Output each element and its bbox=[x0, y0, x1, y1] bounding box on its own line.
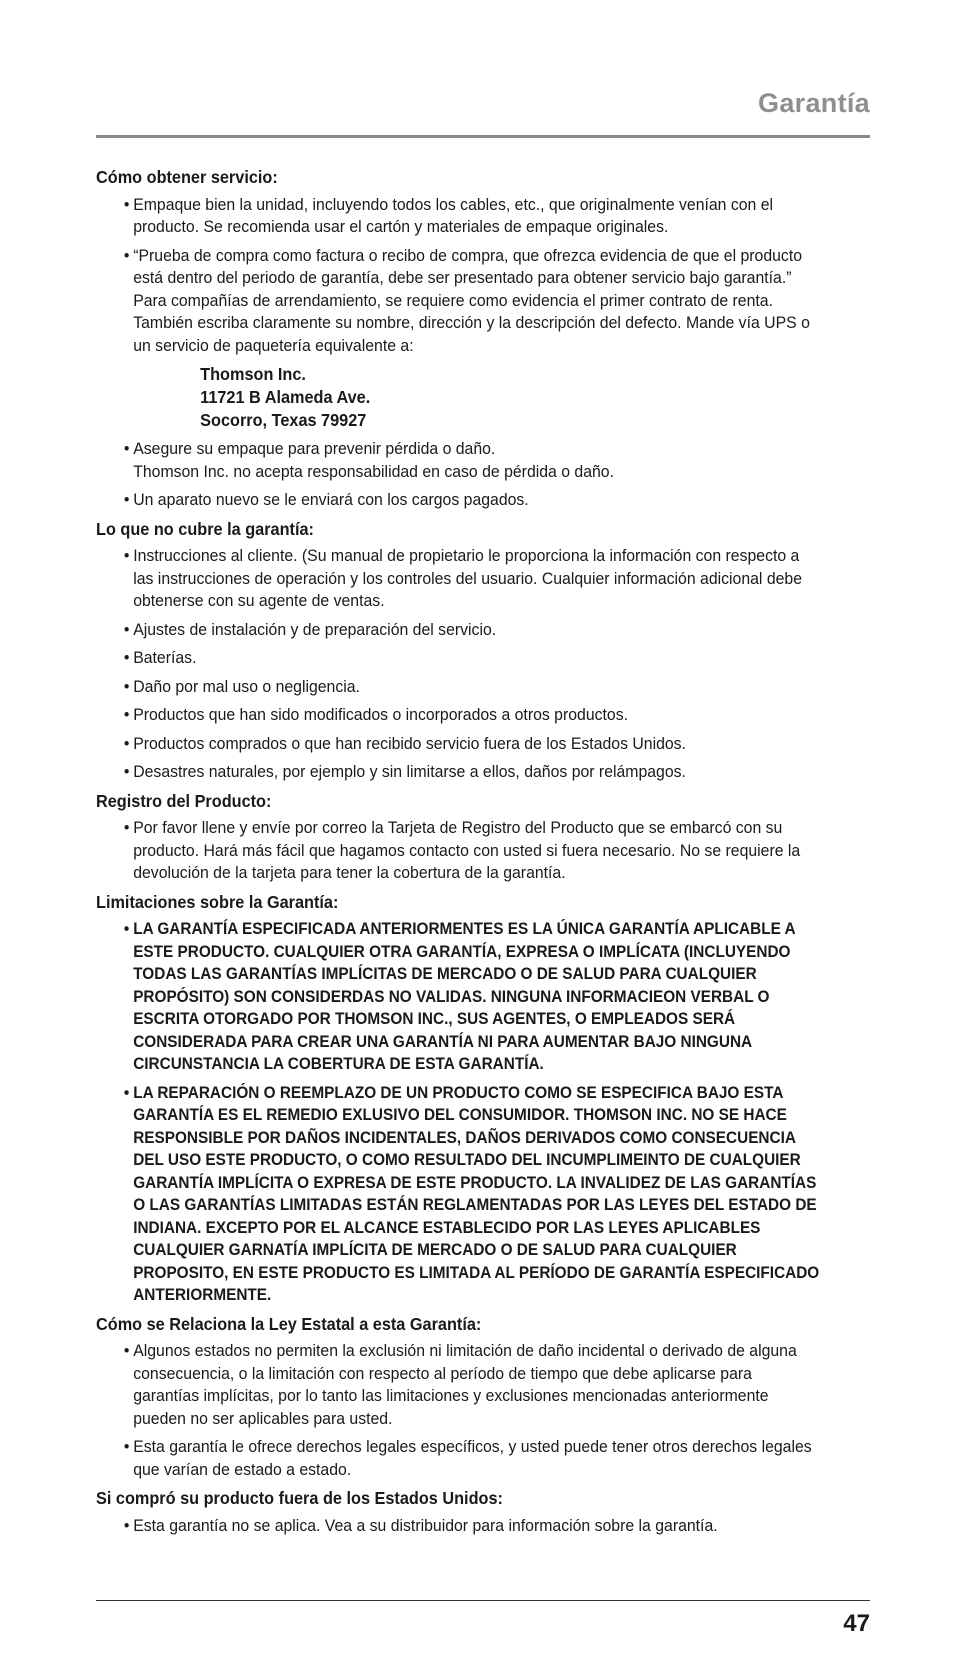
bullet-icon: • bbox=[123, 762, 130, 781]
list-item: • “Prueba de compra como factura o recibo de compra, que ofrezca evidencia de que el producto está dentro del periodo de garantía, debe ser presentado para obtener servicio bajo garantía.” Para compañías de arrendamiento, se requiere como evidencia el primer contrato de renta. También escriba claramente su nombre, dirección y la descripción del defecto. Mande vía UPS o un servicio de paquetería equivalente a: Thomson Inc. 11721 B Alameda Ave. Socorro, Texas 79927 bbox=[124, 245, 822, 433]
list-item: • LA REPARACIÓN O REEMPLAZO DE UN PRODUCTO COMO SE ESPECIFICA BAJO ESTA GARANTÍA ES EL REMEDIO EXLUSIVO DEL CONSUMIDOR. THOMSON INC. NO SE HACE RESPONSIBLE POR DAÑOS INCIDENTALES, DAÑOS DERIVADOS COMO CONSECUENCIA DEL USO ESTE PRODUCTO, O COMO RESULTADO DEL INCUMPLIMEINTO DE CUALQUIER GARANTÍA IMPLÍCITA O EXPRESA DE ESTE PRODUCTO. LA INVALIDEZ DE LAS GARANTÍAS O LAS GARANTÍAS LIMITADAS ESTÁN REGLAMENTADAS POR LAS LEYES DEL ESTADO DE INDIANA. EXCEPTO POR EL ALCANCE ESTABLECIDO POR LAS LEYES APLICABLES CUALQUIER GARNATÍA IMPLÍCITA DE MERCADO O DE SALUD PARA CUALQUIER PROPOSITO, EN ESTE PRODUCTO ES LIMITADA AL PERÍODO DE GARANTÍA ESPECIFICADO ANTERIORMENTE. bbox=[123, 1083, 820, 1304]
address-line: 11721 B Alameda Ave. bbox=[200, 387, 371, 407]
list-item: • Esta garantía no se aplica. Vea a su distribuidor para información sobre la garantía. bbox=[124, 1515, 822, 1538]
bullet-icon: • bbox=[123, 733, 130, 753]
list-item: • Ajustes de instalación y de preparación del servicio. bbox=[124, 619, 822, 642]
bullet-icon: • bbox=[123, 676, 130, 696]
bullet-icon: • bbox=[123, 920, 130, 938]
bullet-icon: • bbox=[123, 546, 130, 565]
not-covered-list bbox=[96, 545, 821, 784]
address-line: Socorro, Texas 79927 bbox=[200, 410, 367, 430]
bullet-icon: • bbox=[123, 818, 130, 837]
list-item: • Productos que han sido modificados o incorporados a otros productos. bbox=[124, 704, 822, 727]
bullet-icon: • bbox=[123, 1437, 130, 1456]
bullet-icon: • bbox=[123, 648, 130, 667]
section-heading-limitations: Limitaciones sobre la Garantía: bbox=[96, 891, 339, 912]
limitations-list bbox=[96, 918, 821, 1307]
bullet-icon: • bbox=[123, 490, 130, 509]
page-number: 47 bbox=[843, 1610, 870, 1637]
list-item: • LA GARANTÍA ESPECIFICADA ANTERIORMENTES ES LA ÚNICA GARANTÍA APLICABLE A ESTE PRODUCTO. CUALQUIER OTRA GARANTÍA, EXPRESA O IMPLÍCATA (INCLUYENDO TODAS LAS GARANTÍAS IMPLÍCITAS DE MERCADO O DE SALUD PARA CUALQUIER PROPÓSITO) SON CONSIDERDAS NO VALIDAS. NINGUNA INFORMACIEON VERBAL O ESCRITA OTORGADO POR THOMSON INC., SUS AGENTES, O EMPLEADOS SERÁ CONSIDERADA PARA CREAR UNA GARANTÍA NI PARA AUMENTAR BAJO NINGUNA CIRCUNSTANCIA LA COBERTURA DE ESTA GARANTÍA. bbox=[123, 920, 796, 1073]
registration-list bbox=[96, 817, 821, 885]
section-heading-outside-us: Si compró su producto fuera de los Estados Unidos: bbox=[96, 1488, 503, 1508]
list-item: • Productos comprados o que han recibido servicio fuera de los Estados Unidos. bbox=[124, 733, 822, 756]
list-item: • Daño por mal uso o negligencia. bbox=[124, 676, 822, 699]
mailing-address bbox=[133, 363, 821, 432]
list-item: • Desastres naturales, por ejemplo y sin limitarse a ellos, daños por relámpagos. bbox=[124, 761, 822, 784]
bullet-icon: • bbox=[123, 1083, 130, 1102]
state-law-list bbox=[96, 1340, 821, 1481]
list-item: • Un aparato nuevo se le enviará con los cargos pagados. bbox=[124, 489, 822, 512]
bullet-icon: • bbox=[123, 439, 130, 458]
footer-rule bbox=[96, 1600, 870, 1601]
bullet-icon: • bbox=[123, 245, 130, 265]
list-item: • Por favor llene y envíe por correo la Tarjeta de Registro del Producto que se embarcó con su producto. Hará más fácil que hagamos contacto con usted si fuera necesario. No se requiere la devolución de la tarjeta para tener la cobertura de la garantía. bbox=[123, 818, 801, 882]
list-item: • Instrucciones al cliente. (Su manual de propietario le proporciona la información con respecto a las instrucciones de operación y los controles del usuario. Cualquier información adicional debe obtenerse con su agente de ventas. bbox=[123, 546, 803, 610]
section-heading-service: Cómo obtener servicio: bbox=[96, 167, 278, 187]
bullet-icon: • bbox=[123, 1515, 130, 1535]
section-heading-not-covered: Lo que no cubre la garantía: bbox=[96, 518, 314, 539]
service-list bbox=[96, 194, 821, 512]
outside-us-list bbox=[96, 1515, 821, 1538]
bullet-icon: • bbox=[123, 705, 130, 724]
address-line: Thomson Inc. bbox=[200, 364, 306, 384]
list-item: • Baterías. bbox=[124, 647, 822, 670]
section-heading-state-law: Cómo se Relaciona la Ley Estatal a esta Garantía: bbox=[96, 1313, 482, 1334]
list-item: • Asegure su empaque para prevenir pérdida o daño. Thomson Inc. no acepta responsabilidad en caso de pérdida o daño. bbox=[123, 439, 614, 481]
bullet-icon: • bbox=[123, 194, 130, 214]
list-item: • Algunos estados no permiten la exclusión ni limitación de daño incidental o derivado de alguna consecuencia, o la limitación con respecto al período de tiempo que debe aplicarse para garantías implícitas, por lo tanto las limitaciones y exclusiones mencionadas anteriormente pueden no ser aplicables para usted. bbox=[123, 1341, 797, 1428]
warranty-content bbox=[96, 166, 821, 1543]
section-heading-registration: Registro del Producto: bbox=[96, 790, 272, 811]
bullet-icon: • bbox=[123, 1341, 130, 1360]
page-title: Garantía bbox=[758, 88, 870, 118]
header-rule bbox=[96, 135, 870, 138]
list-item: • Esta garantía le ofrece derechos legales específicos, y usted puede tener otros derechos legales que varían de estado a estado. bbox=[123, 1437, 812, 1479]
list-item: • Empaque bien la unidad, incluyendo todos los cables, etc., que originalmente venían con el producto. Se recomienda usar el cartón y materiales de empaque originales. bbox=[123, 194, 774, 236]
bullet-icon: • bbox=[123, 619, 130, 639]
